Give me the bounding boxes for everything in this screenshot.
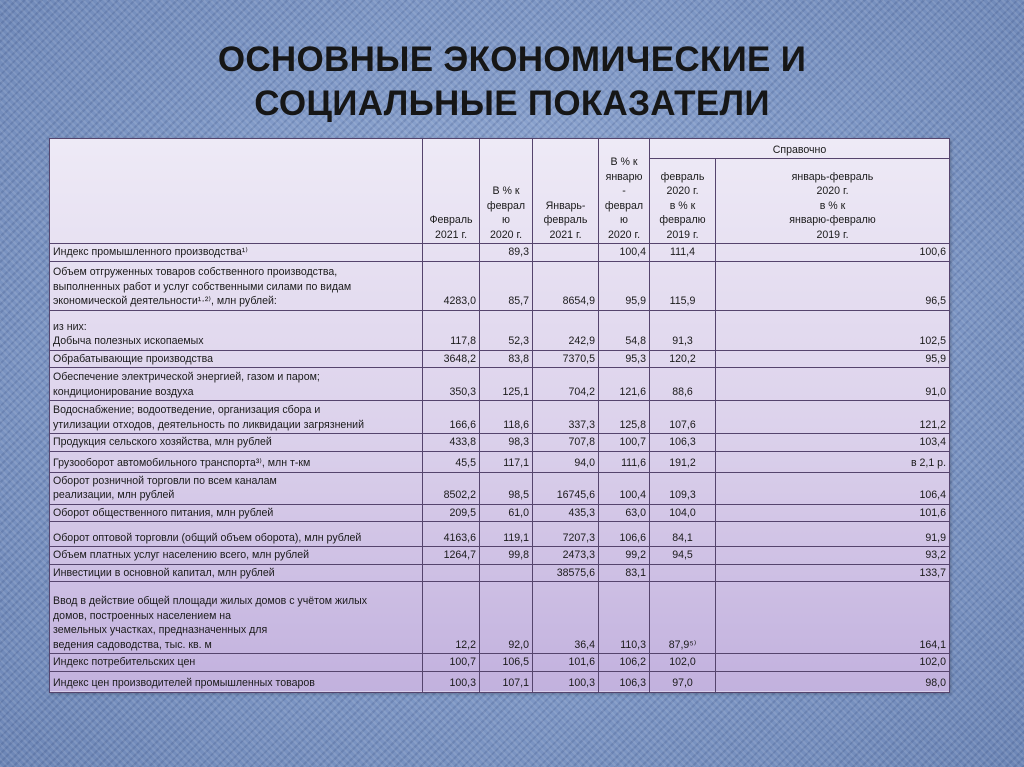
cell-pct-janfeb2020: 99,2: [599, 547, 650, 565]
row-label: Индекс потребительских цен: [50, 654, 423, 672]
cell-pct-janfeb2020: 100,4: [599, 244, 650, 262]
cell-janfeb2021: [533, 244, 599, 262]
cell-janfeb2020-pct: 121,2: [716, 401, 950, 434]
cell-janfeb2020-pct: в 2,1 р.: [716, 451, 950, 472]
cell-feb2021: 8502,2: [423, 472, 480, 504]
slide-title-line1: ОСНОВНЫЕ ЭКОНОМИЧЕСКИЕ И: [217, 40, 807, 79]
cell-feb2021: [423, 564, 480, 582]
table-header-row: [50, 139, 950, 159]
cell-pct-feb2020: 83,8: [480, 350, 533, 368]
cell-feb2020-pct: [650, 564, 716, 582]
cell-janfeb2020-pct: 91,9: [716, 522, 950, 547]
cell-feb2021: 100,7: [423, 654, 480, 672]
table-row: [50, 547, 950, 565]
cell-janfeb2021: 36,4: [533, 582, 599, 654]
cell-janfeb2020-pct: 103,4: [716, 434, 950, 452]
table-row: [50, 504, 950, 522]
table-row: [50, 564, 950, 582]
cell-feb2021: 4283,0: [423, 261, 480, 310]
cell-janfeb2021: 242,9: [533, 310, 599, 350]
row-label: Ввод в действие общей площади жилых домов с учётом жилых домов, построенных населением на земельных участках, предназначенных для ведения садоводства, тыс. кв. м: [50, 582, 423, 654]
cell-pct-janfeb2020: 95,3: [599, 350, 650, 368]
cell-janfeb2021: 101,6: [533, 654, 599, 672]
cell-pct-janfeb2020: 110,3: [599, 582, 650, 654]
cell-feb2020-pct: 102,0: [650, 654, 716, 672]
cell-pct-feb2020: 106,5: [480, 654, 533, 672]
cell-janfeb2020-pct: 93,2: [716, 547, 950, 565]
cell-feb2021: 166,6: [423, 401, 480, 434]
cell-feb2021: 4163,6: [423, 522, 480, 547]
cell-feb2020-pct: 106,3: [650, 434, 716, 452]
header-pct-feb2020: В % к феврал ю 2020 г.: [480, 139, 533, 244]
cell-pct-janfeb2020: 106,2: [599, 654, 650, 672]
cell-pct-feb2020: 125,1: [480, 368, 533, 401]
cell-pct-janfeb2020: 95,9: [599, 261, 650, 310]
cell-janfeb2020-pct: 133,7: [716, 564, 950, 582]
indicators-table: [49, 138, 950, 693]
cell-pct-feb2020: 61,0: [480, 504, 533, 522]
cell-janfeb2020-pct: 95,9: [716, 350, 950, 368]
cell-janfeb2021: 16745,6: [533, 472, 599, 504]
cell-janfeb2020-pct: 96,5: [716, 261, 950, 310]
row-label: Индекс промышленного производства¹⁾: [50, 244, 423, 262]
cell-pct-feb2020: [480, 564, 533, 582]
cell-feb2021: 117,8: [423, 310, 480, 350]
cell-janfeb2020-pct: 101,6: [716, 504, 950, 522]
row-label: Оборот розничной торговли по всем каналам реализации, млн рублей: [50, 472, 423, 504]
cell-feb2020-pct: 91,3: [650, 310, 716, 350]
cell-feb2020-pct: 97,0: [650, 671, 716, 692]
cell-pct-feb2020: 98,5: [480, 472, 533, 504]
cell-feb2020-pct: 94,5: [650, 547, 716, 565]
cell-pct-janfeb2020: 121,6: [599, 368, 650, 401]
row-label: из них: Добыча полезных ископаемых: [50, 310, 423, 350]
cell-pct-feb2020: 118,6: [480, 401, 533, 434]
cell-feb2020-pct: 191,2: [650, 451, 716, 472]
table-row: [50, 522, 950, 547]
row-label: Оборот оптовой торговли (общий объем оборота), млн рублей: [50, 522, 423, 547]
cell-feb2020-pct: 104,0: [650, 504, 716, 522]
row-label: Объем отгруженных товаров собственного производства, выполненных работ и услуг собственными силами по видам экономической деятельности¹·²⁾, млн рублей:: [50, 261, 423, 310]
slide-title: [0, 38, 1024, 126]
cell-feb2020-pct: 87,9⁵⁾: [650, 582, 716, 654]
table-row: [50, 654, 950, 672]
table-row: [50, 401, 950, 434]
cell-janfeb2020-pct: 91,0: [716, 368, 950, 401]
cell-janfeb2021: 94,0: [533, 451, 599, 472]
cell-feb2021: 350,3: [423, 368, 480, 401]
cell-pct-janfeb2020: 125,8: [599, 401, 650, 434]
cell-pct-janfeb2020: 100,4: [599, 472, 650, 504]
cell-pct-janfeb2020: 106,3: [599, 671, 650, 692]
row-label: Грузооборот автомобильного транспорта³⁾, млн т-км: [50, 451, 423, 472]
cell-pct-feb2020: 119,1: [480, 522, 533, 547]
table-row: [50, 582, 950, 654]
cell-janfeb2021: 38575,6: [533, 564, 599, 582]
cell-feb2021: 45,5: [423, 451, 480, 472]
cell-feb2020-pct: 84,1: [650, 522, 716, 547]
header-pct-janfeb2020: В % к январю - феврал ю 2020 г.: [599, 139, 650, 244]
cell-pct-feb2020: 85,7: [480, 261, 533, 310]
cell-feb2020-pct: 120,2: [650, 350, 716, 368]
cell-janfeb2021: 7207,3: [533, 522, 599, 547]
cell-feb2021: 3648,2: [423, 350, 480, 368]
row-label: Водоснабжение; водоотведение, организация сбора и утилизации отходов, деятельность по ликвидации загрязнений: [50, 401, 423, 434]
cell-pct-feb2020: 98,3: [480, 434, 533, 452]
cell-pct-feb2020: 117,1: [480, 451, 533, 472]
cell-janfeb2021: 2473,3: [533, 547, 599, 565]
cell-pct-janfeb2020: 106,6: [599, 522, 650, 547]
cell-feb2021: 100,3: [423, 671, 480, 692]
cell-janfeb2021: 337,3: [533, 401, 599, 434]
table-row: [50, 261, 950, 310]
cell-janfeb2021: 704,2: [533, 368, 599, 401]
cell-feb2020-pct: 111,4: [650, 244, 716, 262]
row-label: Продукция сельского хозяйства, млн рублей: [50, 434, 423, 452]
cell-feb2020-pct: 88,6: [650, 368, 716, 401]
table-row: [50, 310, 950, 350]
cell-janfeb2020-pct: 164,1: [716, 582, 950, 654]
header-janfeb2020: январь-февраль 2020 г. в % к январю-февралю 2019 г.: [716, 159, 950, 244]
header-feb2020: февраль 2020 г. в % к февралю 2019 г.: [650, 159, 716, 244]
cell-janfeb2021: 8654,9: [533, 261, 599, 310]
header-janfeb2021: Январь- февраль 2021 г.: [533, 139, 599, 244]
cell-feb2021: 12,2: [423, 582, 480, 654]
cell-pct-janfeb2020: 63,0: [599, 504, 650, 522]
cell-janfeb2021: 7370,5: [533, 350, 599, 368]
row-label: Объем платных услуг населению всего, млн рублей: [50, 547, 423, 565]
cell-janfeb2021: 100,3: [533, 671, 599, 692]
cell-feb2021: 433,8: [423, 434, 480, 452]
row-label: Обрабатывающие производства: [50, 350, 423, 368]
cell-pct-feb2020: 89,3: [480, 244, 533, 262]
cell-pct-janfeb2020: 111,6: [599, 451, 650, 472]
cell-feb2021: 209,5: [423, 504, 480, 522]
cell-feb2020-pct: 115,9: [650, 261, 716, 310]
cell-feb2020-pct: 107,6: [650, 401, 716, 434]
header-spravochno: Справочно: [650, 139, 950, 159]
cell-janfeb2021: 435,3: [533, 504, 599, 522]
table-row: [50, 451, 950, 472]
row-label: Индекс цен производителей промышленных товаров: [50, 671, 423, 692]
cell-pct-feb2020: 107,1: [480, 671, 533, 692]
cell-feb2020-pct: 109,3: [650, 472, 716, 504]
cell-pct-feb2020: 52,3: [480, 310, 533, 350]
cell-feb2021: 1264,7: [423, 547, 480, 565]
table-row: [50, 244, 950, 262]
table-row: [50, 434, 950, 452]
cell-janfeb2020-pct: 102,5: [716, 310, 950, 350]
slide-title-line2: СОЦИАЛЬНЫЕ ПОКАЗАТЕЛИ: [254, 84, 770, 123]
row-label: Обеспечение электрической энергией, газом и паром; кондиционирование воздуха: [50, 368, 423, 401]
header-feb2021: Февраль 2021 г.: [423, 139, 480, 244]
table-row: [50, 350, 950, 368]
table-row: [50, 368, 950, 401]
cell-pct-janfeb2020: 100,7: [599, 434, 650, 452]
header-indicator-cell: [50, 139, 423, 244]
cell-janfeb2021: 707,8: [533, 434, 599, 452]
cell-janfeb2020-pct: 98,0: [716, 671, 950, 692]
cell-janfeb2020-pct: 102,0: [716, 654, 950, 672]
cell-pct-feb2020: 99,8: [480, 547, 533, 565]
table-row: [50, 671, 950, 692]
table-row: [50, 472, 950, 504]
row-label: Оборот общественного питания, млн рублей: [50, 504, 423, 522]
cell-feb2021: [423, 244, 480, 262]
cell-janfeb2020-pct: 106,4: [716, 472, 950, 504]
cell-pct-feb2020: 92,0: [480, 582, 533, 654]
cell-pct-janfeb2020: 54,8: [599, 310, 650, 350]
row-label: Инвестиции в основной капитал, млн рублей: [50, 564, 423, 582]
cell-janfeb2020-pct: 100,6: [716, 244, 950, 262]
cell-pct-janfeb2020: 83,1: [599, 564, 650, 582]
